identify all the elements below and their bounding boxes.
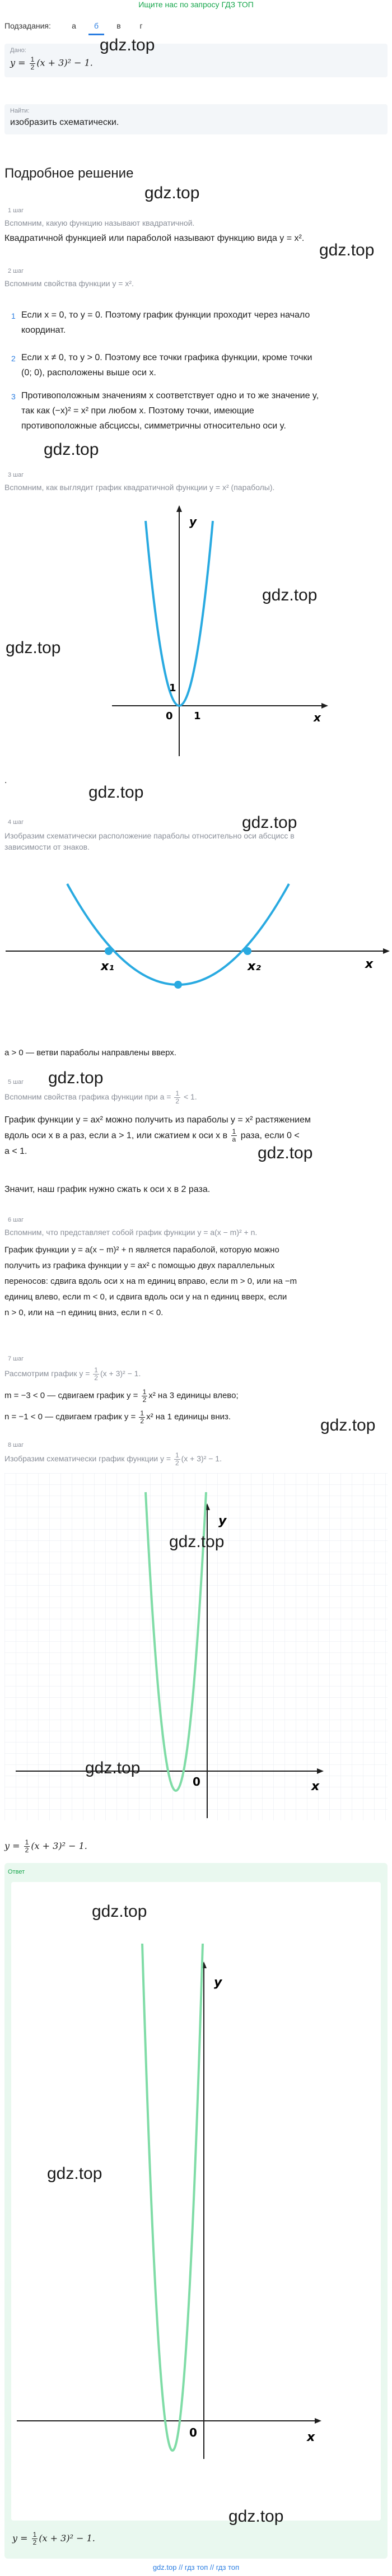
- axis-label-x: x: [311, 1780, 320, 1794]
- answer-formula: y = $\frac{1}{2}$ (x + 3)² − 1.: [12, 2531, 95, 2547]
- x-axis-arrow: [383, 948, 390, 954]
- one-over-a-fraction: $\frac{1}{a}$: [232, 1128, 236, 1144]
- y-axis-arrow: [176, 505, 182, 512]
- given-box: [4, 44, 388, 77]
- half-fraction: $\frac{1}{2}$: [142, 1387, 147, 1404]
- step4-conclusion: a > 0 — ветви параболы направлены вверх.: [4, 1048, 176, 1058]
- axis-label-y: y: [189, 515, 197, 528]
- step6-label: 6 шаг: [8, 1217, 24, 1223]
- step5-hint: Вспомним свойства графика функции при a = $\frac{1}{2}$ < 1.: [4, 1089, 197, 1105]
- watermark: gdz.top: [48, 1069, 104, 1087]
- step7-line2: n = −1 < 0 — сдвигаем график y = $\frac{1}{2}$ x² на 1 единицы вниз.: [4, 1409, 231, 1425]
- watermark: gdz.top: [44, 440, 99, 459]
- list-item: Если x = 0, то y = 0. Поэтому график функции проходит через начало координат.: [21, 310, 310, 335]
- tick-label-y: 1: [169, 682, 176, 694]
- step4-hint: Изобразим схематически расположение параболы относительно оси абсцисс в зависимости от знаков.: [4, 831, 295, 851]
- find-label: Найти:: [10, 108, 30, 114]
- final-fraction: $\frac{1}{2}$: [25, 1838, 29, 1855]
- watermark: gdz.top: [169, 1532, 225, 1551]
- subtask-tabs: [0, 16, 392, 38]
- tab-b[interactable]: б: [94, 21, 99, 30]
- tick-label-x: 1: [194, 710, 201, 722]
- origin-label: 0: [193, 1775, 200, 1788]
- hint-fraction: $\frac{1}{2}$: [94, 1366, 98, 1382]
- axis-label-y: y: [218, 1514, 227, 1528]
- step2-hint: Вспомним свойства функции y = x².: [4, 279, 134, 288]
- axis-label-x: x: [365, 957, 374, 971]
- final-formula: y = $\frac{1}{2}$ (x + 3)² − 1.: [4, 1838, 87, 1855]
- list-item: Если x ≠ 0, то y > 0. Поэтому все точки графика функции, кроме точки (0; 0), расположены выше оси x.: [21, 353, 312, 378]
- step6-paragraph: График функции y = a(x − m)² + n является параболой, которую можно получить из графика функции y = ax² с помощью двух параллельных переносов: сдвига вдоль оси x на m единиц вправо, если m > 0, или на −m единиц влево, если m < 0, и сдвига вдоль оси y на n единиц вверх, если n > 0, или на −n единиц вниз, если n < 0.: [4, 1245, 297, 1317]
- half-fraction: $\frac{1}{2}$: [140, 1409, 144, 1425]
- given-formula: y = $\frac{1}{2}$ (x + 3)² − 1.: [10, 55, 93, 71]
- hint-fraction: $\frac{1}{2}$: [175, 1089, 180, 1105]
- step1-hint: Вспомним, какую функцию называют квадратичной.: [4, 218, 195, 227]
- watermark: gdz.top: [258, 1144, 313, 1162]
- tab-g[interactable]: г: [139, 21, 143, 30]
- graph-final: [4, 1473, 388, 1820]
- watermark: gdz.top: [319, 241, 375, 259]
- hint-fraction: $\frac{1}{2}$: [175, 1451, 179, 1467]
- step1-text: Квадратичной функцией или параболой называют функцию вида y = x².: [4, 234, 305, 243]
- origin-label: 0: [166, 710, 173, 722]
- watermark: gdz.top: [228, 2507, 284, 2526]
- step6-hint: Вспомним, что представляет собой график функции y = a(x − m)² + n.: [4, 1228, 258, 1237]
- given-label: Дано:: [10, 47, 26, 54]
- given-fraction: $\frac{1}{2}$: [30, 55, 35, 71]
- dot-separator: .: [4, 776, 7, 785]
- active-tab-underline: [88, 34, 104, 35]
- banner[interactable]: Ищите нас по запросу ГДЗ ТОП: [138, 0, 254, 9]
- watermark: gdz.top: [242, 813, 297, 832]
- find-text: изобразить схематически.: [10, 118, 119, 127]
- find-box: [4, 104, 388, 134]
- step5-conclusion: Значит, наш график нужно сжать к оси x в 2 раза.: [4, 1185, 211, 1194]
- watermark: gdz.top: [88, 783, 144, 802]
- step3-label: 3 шаг: [8, 472, 24, 478]
- x-axis-arrow: [321, 703, 328, 709]
- tab-a[interactable]: а: [72, 21, 76, 30]
- root-label-x1: x₁: [101, 959, 114, 973]
- answer-graph: [11, 1921, 381, 2515]
- root-x2-point: [244, 947, 251, 955]
- root-label-x2: x₂: [248, 959, 261, 973]
- step5-label: 5 шаг: [8, 1079, 24, 1086]
- watermark: gdz.top: [262, 586, 318, 604]
- watermark: gdz.top: [85, 1759, 141, 1777]
- watermark: gdz.top: [100, 36, 155, 54]
- axis-label-x: x: [307, 2430, 315, 2444]
- step7-hint: Рассмотрим график y = $\frac{1}{2}$ (x + 3)² − 1.: [4, 1366, 141, 1382]
- graph-parabola-roots: [0, 856, 392, 1041]
- step4-label: 4 шаг: [8, 819, 24, 826]
- watermark: gdz.top: [320, 1416, 376, 1434]
- step7-line1: m = −3 < 0 — сдвигаем график y = $\frac{1}{2}$ x² на 3 единицы влево;: [4, 1387, 239, 1404]
- list-item-number: 3: [11, 392, 16, 401]
- step7-label: 7 шаг: [8, 1355, 24, 1362]
- axis-label-x: x: [314, 711, 321, 724]
- list-item-number: 1: [11, 311, 16, 320]
- origin-label: 0: [189, 2426, 197, 2439]
- step3-hint: Вспомним, как выглядит график квадратичной функции y = x² (параболы).: [4, 483, 275, 492]
- step8-hint: Изобразим схематически график функции y = $\frac{1}{2}$ (x + 3)² − 1.: [4, 1451, 222, 1467]
- list-item: Противоположным значениям x соответствует одно и то же значение y, так как (−x)² = x² при любом x. Поэтому точки, имеющие противоположные абсциссы, симметричны относительно оси y.: [21, 391, 319, 431]
- answer-label: Ответ: [8, 1869, 25, 1875]
- root-x1-point: [105, 947, 113, 955]
- step2-label: 2 шаг: [8, 268, 24, 274]
- watermark: gdz.top: [92, 1902, 147, 1921]
- solution-title: Подробное решение: [4, 166, 134, 181]
- watermark: gdz.top: [47, 2164, 102, 2183]
- watermark: gdz.top: [6, 639, 61, 657]
- step8-label: 8 шаг: [8, 1442, 24, 1448]
- vertex-point: [174, 981, 182, 989]
- footer-links[interactable]: gdz.top // гдз топ // гдз топ: [152, 2563, 240, 2572]
- parabola: [142, 1944, 203, 2451]
- graph-y-x2: [0, 493, 392, 756]
- list-item-number: 2: [11, 354, 16, 363]
- step1-label: 1 шаг: [8, 207, 24, 214]
- tab-v[interactable]: в: [116, 21, 121, 30]
- step5-paragraph: График функции y = ax² можно получить из параболы y = x² растяжением вдоль оси x в a раз, если a > 1, или сжатием к оси x в $\frac{1}{a}$ раза, если 0 < a < 1.: [4, 1115, 311, 1156]
- watermark: gdz.top: [144, 184, 200, 202]
- answer-fraction: $\frac{1}{2}$: [32, 2531, 37, 2547]
- x-axis-arrow: [315, 2418, 321, 2424]
- subtabs-label: Подзадания:: [4, 21, 51, 30]
- axis-label-y: y: [214, 1976, 222, 1990]
